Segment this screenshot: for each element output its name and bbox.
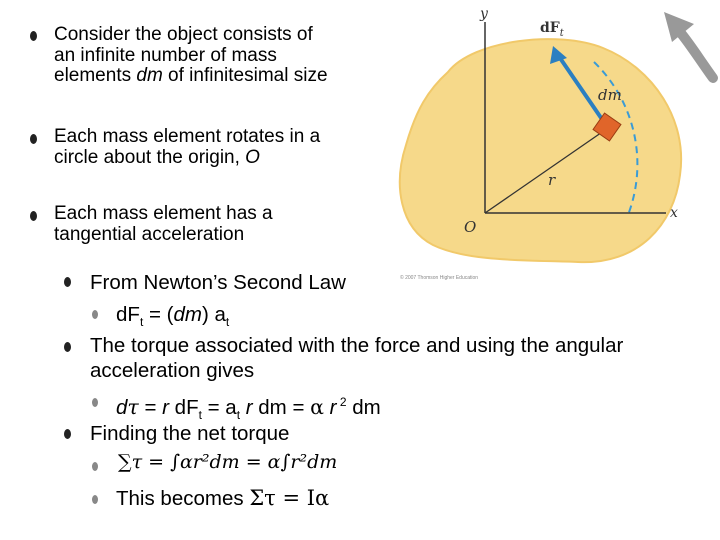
radius-label: r	[548, 171, 556, 189]
mass-label: dm	[598, 86, 622, 104]
bullet-dot	[30, 211, 37, 221]
bullet-dot	[64, 429, 71, 439]
equation-net-torque-integral: ∑τ = ∫αr²dm = α∫r²dm	[118, 451, 338, 473]
copyright-note: © 2007 Thomson Higher Education	[400, 275, 479, 281]
force-label: $dF_t$	[540, 20, 564, 39]
bullet-dot	[30, 134, 37, 144]
bullet-dot	[64, 277, 71, 287]
bullet-dot	[64, 342, 71, 352]
bullet-this-becomes: This becomes Στ = Iα	[116, 486, 330, 510]
sub-bullet-dot	[92, 398, 98, 407]
sub-bullet-dot	[92, 495, 98, 504]
sub-bullet-dot	[92, 462, 98, 471]
axis-y-label: y	[480, 6, 488, 22]
equation-torque: dτ = r $dF_t = a_t$ r dm = α r $^2$ dm	[116, 394, 381, 422]
bullet-rotates-circle: Each mass element rotates in a circle about the origin, O	[54, 126, 321, 168]
bullet-torque-angular: The torque associated with the force and using the angular acceleration gives	[90, 334, 624, 382]
bullet-tangential-acceleration: Each mass element has a tangential acceleration	[54, 203, 273, 245]
sub-bullet-dot	[92, 310, 98, 319]
bullet-newtons-second-law: From Newton’s Second Law	[90, 271, 346, 294]
equation-force: $dF_t = (dm)$ $a_t$	[116, 303, 230, 330]
bullet-dot	[30, 31, 37, 41]
axis-x-label: x	[670, 205, 678, 221]
rigid-body-figure	[388, 0, 720, 285]
rotation-arrow-icon	[680, 32, 713, 78]
rigid-body-shape	[400, 39, 681, 262]
bullet-object-mass-elements: Consider the object consists of an infinite number of mass elements dm of infinitesimal size	[54, 24, 328, 86]
bullet-net-torque: Finding the net torque	[90, 422, 290, 445]
origin-label: O	[464, 218, 477, 236]
